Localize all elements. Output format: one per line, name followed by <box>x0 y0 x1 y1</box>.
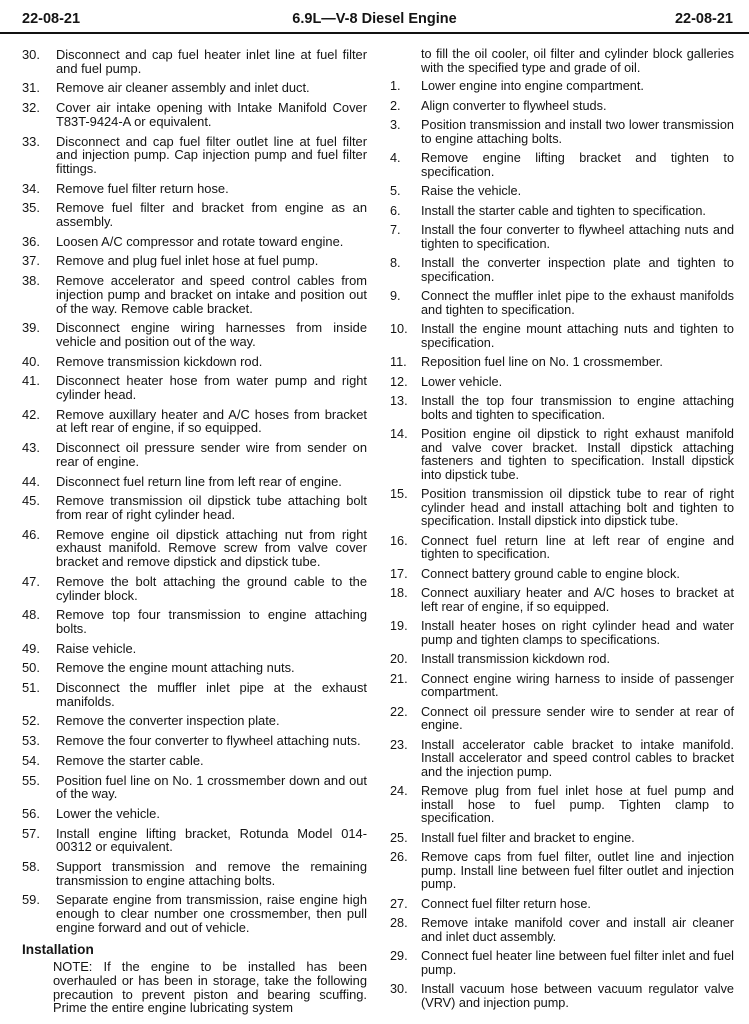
step-text: Lower engine into engine compartment. <box>421 79 644 93</box>
installation-step <box>390 587 734 614</box>
step-number: 36. <box>22 233 40 249</box>
step-number: 54. <box>22 752 40 768</box>
removal-step <box>22 235 367 249</box>
step-number: 47. <box>22 573 40 589</box>
step-number: 59. <box>22 892 40 908</box>
removal-step <box>22 807 367 821</box>
step-number: 38. <box>22 273 40 289</box>
installation-step <box>390 205 734 219</box>
installation-step <box>390 80 734 94</box>
page-number-left: 22-08-21 <box>22 11 81 27</box>
installation-step <box>390 739 734 780</box>
removal-step <box>22 101 367 128</box>
removal-step <box>22 81 367 95</box>
removal-step <box>22 528 367 569</box>
step-text: Install the starter cable and tighten to specification. <box>421 203 706 218</box>
step-number: 14. <box>390 427 408 441</box>
step-text: Lower vehicle. <box>421 374 503 389</box>
step-text: Remove plug from fuel inlet hose at fuel pump and install hose to fuel pump. Tighten clamp to specification. <box>421 784 734 825</box>
step-number: 32. <box>22 100 40 116</box>
step-number: 12. <box>390 374 408 389</box>
removal-step <box>22 408 367 435</box>
step-text: Remove the engine mount attaching nuts. <box>56 660 295 676</box>
step-text: Connect battery ground cable to engine block. <box>421 566 680 581</box>
step-text: Remove engine lifting bracket and tighten to specification. <box>421 151 734 179</box>
step-text: Loosen A/C compressor and rotate toward engine. <box>56 233 344 249</box>
step-number: 28. <box>390 916 408 930</box>
step-text: Disconnect fuel return line from left rear of engine. <box>56 473 342 489</box>
step-number: 7. <box>390 223 401 237</box>
step-text: Connect oil pressure sender wire to sender at rear of engine. <box>421 704 734 732</box>
step-number: 43. <box>22 440 40 456</box>
step-text: Remove fuel filter return hose. <box>56 180 229 196</box>
installation-step <box>390 568 734 582</box>
installation-step <box>390 673 734 700</box>
step-text: Install vacuum hose between vacuum regulator valve (VRV) and injection pump. <box>421 982 734 1010</box>
left-column <box>22 48 367 1015</box>
installation-step <box>390 224 734 251</box>
step-number: 40. <box>22 353 40 369</box>
installation-step <box>390 152 734 179</box>
removal-step <box>22 441 367 468</box>
step-text: Disconnect and cap fuel heater inlet line at fuel filter and fuel pump. <box>56 47 367 76</box>
installation-step <box>390 323 734 350</box>
step-text: Remove the converter inspection plate. <box>56 713 280 729</box>
step-number: 44. <box>22 473 40 489</box>
step-text: Install fuel filter and bracket to engine. <box>421 830 635 845</box>
step-text: Remove auxillary heater and A/C hoses from bracket at left rear of engine, if so equipped. <box>56 406 367 436</box>
step-number: 30. <box>22 47 40 62</box>
step-number: 19. <box>390 619 408 633</box>
step-number: 11. <box>390 355 407 369</box>
step-text: Remove transmission oil dipstick tube attaching bolt from rear of right cylinder head. <box>56 493 367 522</box>
step-number: 48. <box>22 607 40 623</box>
step-number: 46. <box>22 526 40 542</box>
installation-step <box>390 356 734 370</box>
step-number: 9. <box>390 289 401 303</box>
step-number: 26. <box>390 850 408 864</box>
step-text: Align converter to flywheel studs. <box>421 98 607 113</box>
page-header <box>0 8 749 34</box>
step-number: 51. <box>22 680 40 696</box>
installation-step <box>390 488 734 529</box>
removal-step <box>22 681 367 708</box>
step-text: Raise vehicle. <box>56 640 137 656</box>
step-number: 33. <box>22 133 40 149</box>
installation-step <box>390 620 734 647</box>
step-text: Position transmission and install two lower transmission to engine attaching bolts. <box>421 118 734 146</box>
removal-step <box>22 182 367 196</box>
removal-step <box>22 893 367 934</box>
step-number: 8. <box>390 256 401 270</box>
step-number: 52. <box>22 713 40 729</box>
page-title: 6.9L—V-8 Diesel Engine <box>292 11 457 27</box>
step-number: 55. <box>22 772 40 788</box>
installation-step <box>390 185 734 199</box>
step-text: Separate engine from transmission, raise engine high enough to clear number one crossmember, then pull engine forward and out of vehicle. <box>56 892 367 935</box>
step-number: 5. <box>390 184 401 198</box>
step-number: 17. <box>390 566 408 581</box>
step-number: 45. <box>22 493 40 509</box>
step-text: Install engine lifting bracket, Rotunda Model 014-00312 or equivalent. <box>56 825 367 855</box>
step-text: Remove the bolt attaching the ground cable to the cylinder block. <box>56 573 367 603</box>
step-text: Install the engine mount attaching nuts and tighten to specification. <box>421 322 734 350</box>
removal-step <box>22 374 367 401</box>
step-number: 35. <box>22 200 40 216</box>
removal-step <box>22 642 367 656</box>
step-number: 56. <box>22 805 40 821</box>
step-number: 49. <box>22 640 40 656</box>
installation-step <box>390 395 734 422</box>
installation-step <box>390 376 734 390</box>
installation-heading: Installation <box>22 941 94 957</box>
installation-step <box>390 917 734 944</box>
step-text: Install the four converter to flywheel attaching nuts and tighten to specification. <box>421 223 734 251</box>
installation-step <box>390 257 734 284</box>
step-text: Remove caps from fuel filter, outlet line and injection pump. Install line between fuel filter outlet and injection pump. <box>421 850 734 891</box>
step-text: Remove the four converter to flywheel attaching nuts. <box>56 733 361 749</box>
step-number: 53. <box>22 733 40 749</box>
installation-step <box>390 851 734 892</box>
installation-step <box>390 983 734 1010</box>
step-text: Disconnect oil pressure sender wire from sender on rear of engine. <box>56 440 367 469</box>
removal-step <box>22 734 367 748</box>
step-text: Install the top four transmission to engine attaching bolts and tighten to specification. <box>421 394 734 422</box>
step-number: 30. <box>390 982 408 996</box>
step-number: 6. <box>390 203 401 218</box>
step-text: Cover air intake opening with Intake Manifold Cover T83T-9424-A or equivalent. <box>56 100 367 129</box>
step-text: Connect fuel filter return hose. <box>421 896 591 911</box>
step-text: Connect fuel heater line between fuel filter inlet and fuel pump. <box>421 949 734 977</box>
step-number: 24. <box>390 784 408 798</box>
step-number: 4. <box>390 151 401 165</box>
right-column <box>390 48 734 1016</box>
step-number: 1. <box>390 79 401 93</box>
removal-step <box>22 608 367 635</box>
step-number: 3. <box>390 118 401 132</box>
step-number: 57. <box>22 825 40 841</box>
installation-step <box>390 100 734 114</box>
step-number: 23. <box>390 737 408 752</box>
step-text: Support transmission and remove the remaining transmission to engine attaching bolts. <box>56 859 367 888</box>
step-number: 10. <box>390 322 408 336</box>
step-number: 2. <box>390 98 401 113</box>
installation-step <box>390 653 734 667</box>
removal-step <box>22 201 367 228</box>
step-text: Raise the vehicle. <box>421 184 522 198</box>
step-number: 20. <box>390 652 408 666</box>
removal-step <box>22 48 367 75</box>
step-text: Install transmission kickdown rod. <box>421 652 610 666</box>
step-text: Disconnect the muffler inlet pipe at the exhaust manifolds. <box>56 680 367 709</box>
installation-note-continued: to fill the oil cooler, oil filter and cylinder block galleries with the specified type and grade of oil. <box>421 47 734 75</box>
step-text: Remove air cleaner assembly and inlet duct. <box>56 80 310 96</box>
step-text: Disconnect and cap fuel filter outlet line at fuel filter and injection pump. Cap injection pump and fuel filter fittings. <box>56 133 367 176</box>
removal-step <box>22 494 367 521</box>
step-number: 18. <box>390 586 408 600</box>
installation-step <box>390 832 734 846</box>
installation-step <box>390 535 734 562</box>
step-text: Connect the muffler inlet pipe to the exhaust manifolds and tighten to specification. <box>421 289 734 317</box>
removal-step <box>22 355 367 369</box>
removal-step <box>22 575 367 602</box>
removal-step <box>22 754 367 768</box>
step-number: 31. <box>22 80 40 96</box>
step-text: Remove top four transmission to engine attaching bolts. <box>56 607 367 636</box>
step-number: 58. <box>22 859 40 875</box>
installation-step <box>390 785 734 826</box>
step-number: 37. <box>22 253 40 269</box>
step-number: 16. <box>390 533 408 548</box>
step-text: Remove accelerator and speed control cables from injection pump and bracket on intake and position out of the way. Remove cable bracket. <box>56 273 367 316</box>
removal-step <box>22 274 367 315</box>
step-text: Remove engine oil dipstick attaching nut from right exhaust manifold. Remove screw from valve cover bracket and remove dipstick and dipstick tube. <box>56 526 367 570</box>
removal-step <box>22 475 367 489</box>
step-text: Connect fuel return line at left rear of engine and tighten to specification. <box>421 533 734 561</box>
step-text: Connect engine wiring harness to inside of passenger compartment. <box>421 671 734 699</box>
step-text: Position transmission oil dipstick tube to rear of right cylinder head and install attaching bolt and tighten to specification. Install dipstick into dipstick tube. <box>421 487 734 528</box>
removal-step <box>22 774 367 801</box>
step-text: Remove the starter cable. <box>56 752 204 768</box>
installation-step <box>390 290 734 317</box>
step-number: 27. <box>390 896 408 911</box>
removal-step <box>22 661 367 675</box>
removal-step <box>22 860 367 887</box>
step-text: Position engine oil dipstick to right exhaust manifold and valve cover bracket. Install dipstick attaching fasteners and tighten to specification. Install dipstick into dipstick tube. <box>421 427 734 482</box>
installation-step <box>390 950 734 977</box>
installation-step <box>390 428 734 482</box>
step-text: Disconnect heater hose from water pump and right cylinder head. <box>56 373 367 403</box>
step-text: Remove intake manifold cover and install air cleaner and inlet duct assembly. <box>421 916 734 944</box>
step-number: 39. <box>22 320 40 336</box>
step-number: 50. <box>22 660 40 676</box>
installation-step <box>390 898 734 912</box>
removal-step <box>22 321 367 348</box>
step-text: Remove transmission kickdown rod. <box>56 353 263 369</box>
step-number: 13. <box>390 394 408 408</box>
step-number: 41. <box>22 373 40 389</box>
removal-step <box>22 827 367 854</box>
step-text: Install accelerator cable bracket to intake manifold. Install accelerator and speed control cables to bracket and the injection pump. <box>421 737 734 779</box>
installation-step <box>390 706 734 733</box>
installation-step <box>390 119 734 146</box>
removal-step <box>22 135 367 176</box>
step-number: 15. <box>390 487 408 501</box>
step-text: Lower the vehicle. <box>56 805 160 821</box>
step-number: 25. <box>390 830 408 845</box>
page-number-right: 22-08-21 <box>674 11 733 27</box>
step-number: 34. <box>22 180 40 196</box>
step-text: Remove fuel filter and bracket from engine as an assembly. <box>56 200 367 230</box>
step-number: 21. <box>390 671 408 686</box>
step-text: Install heater hoses on right cylinder head and water pump and tighten clamps to specifications. <box>421 619 734 647</box>
step-text: Connect auxiliary heater and A/C hoses to bracket at left rear of engine, if so equipped. <box>421 586 734 614</box>
step-text: Position fuel line on No. 1 crossmember down and out of the way. <box>56 772 367 802</box>
step-text: Disconnect engine wiring harnesses from inside vehicle and position out of the way. <box>56 320 367 349</box>
step-number: 29. <box>390 949 408 963</box>
step-number: 42. <box>22 406 40 422</box>
step-number: 22. <box>390 704 408 719</box>
installation-note: NOTE: If the engine to be installed has been overhauled or has been in storage, take the following precaution to prevent piston and bearing scuffing. Prime the entire engine lubricating system <box>53 959 367 1016</box>
removal-step <box>22 254 367 268</box>
step-text: Reposition fuel line on No. 1 crossmember. <box>421 355 663 369</box>
step-text: Install the converter inspection plate and tighten to specification. <box>421 256 734 284</box>
removal-step <box>22 714 367 728</box>
step-text: Remove and plug fuel inlet hose at fuel pump. <box>56 253 319 269</box>
